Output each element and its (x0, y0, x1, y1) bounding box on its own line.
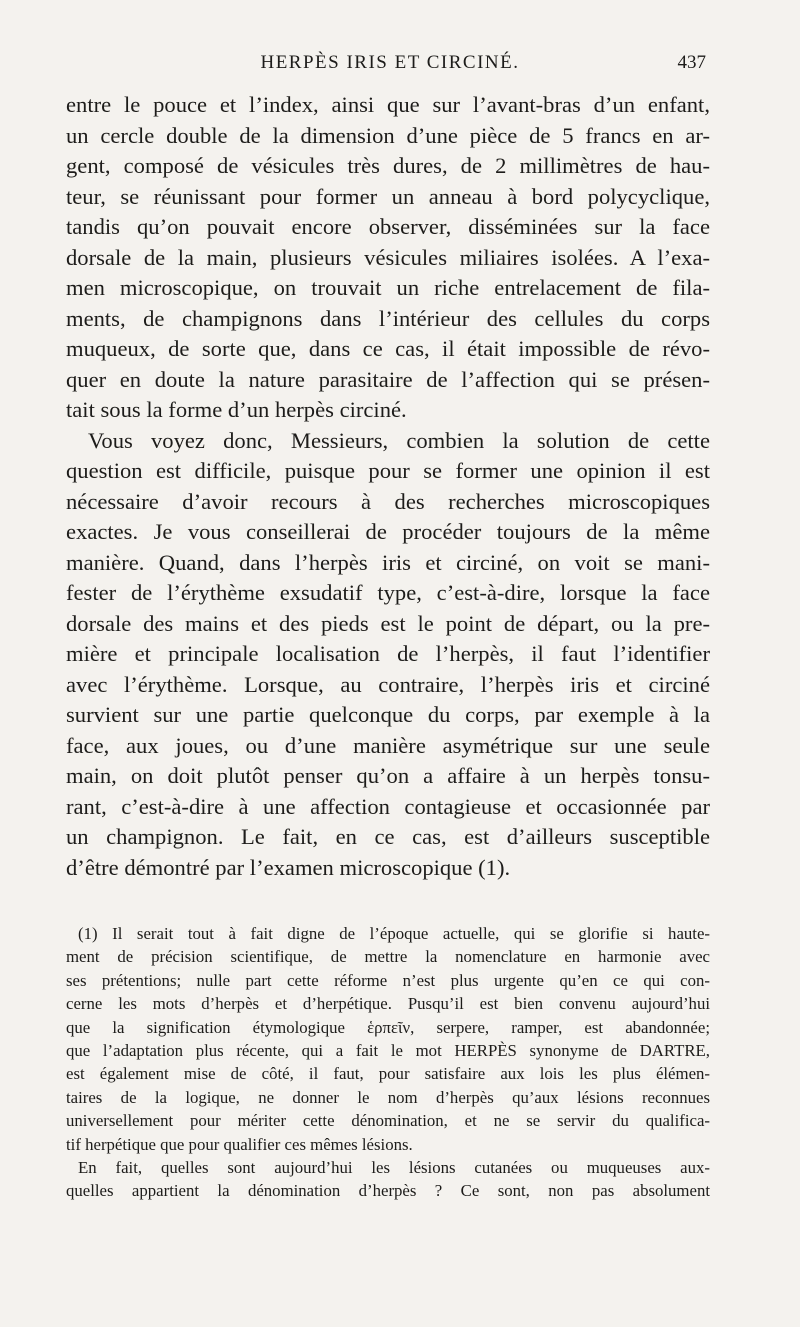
text-line: face, aux joues, ou d’une manière asymétrique sur une seule (66, 732, 710, 758)
text-line: teur, se réunissant pour former un anneau à bord polycyclique, (66, 183, 710, 209)
footnote-line: universellement pour mériter cette dénomination, et ne se servir du qualifica- (66, 1111, 710, 1131)
footnote-line: est également mise de côté, il faut, pour satisfaire aux lois les plus élémen- (66, 1064, 710, 1084)
text-line: d’être démontré par l’examen microscopique (1). (66, 854, 511, 880)
footnote-line: En fait, quelles sont aujourd’hui les lésions cutanées ou muqueuses aux- (78, 1158, 710, 1178)
text-line: mière et principale localisation de l’herpès, il faut l’identifier (66, 641, 710, 666)
footnote-line: (1) Il serait tout à fait digne de l’époque actuelle, qui se glorifie si haute- (78, 924, 710, 943)
text-line: exactes. Je vous conseillerai de procéder toujours de la même (66, 519, 710, 544)
text-line: fester de l’érythème exsudatif type, c’est-à-dire, lorsque la face (66, 580, 710, 605)
text-line: tait sous la forme d’un herpès circiné. (66, 397, 407, 422)
paragraph-2 (66, 426, 710, 884)
text-line: un cercle double de la dimension d’une pièce de 5 francs en ar- (66, 122, 710, 148)
text-line: men microscopique, on trouvait un riche entrelacement de fila- (66, 275, 710, 300)
text-line: muqueux, de sorte que, dans ce cas, il était impossible de révo- (66, 336, 710, 361)
footnote-1 (66, 922, 710, 1156)
text-line: ments, de champignons dans l’intérieur des cellules du corps (66, 305, 710, 331)
text-line: dorsale des mains et des pieds est le point de départ, ou la pre- (66, 610, 710, 636)
body-text (66, 90, 710, 883)
text-line: survient sur une partie quelconque du corps, par exemple à la (66, 702, 710, 727)
footnote-line: ment de précision scientifique, de mettre la nomenclature en harmonie avec (66, 947, 710, 967)
text-line: dorsale de la main, plusieurs vésicules miliaires isolées. A l’exa- (66, 244, 710, 270)
footnotes (66, 922, 710, 1203)
footnote-line: ses prétentions; nulle part cette réforme n’est plus urgente qu’en ce qui con- (66, 970, 710, 990)
text-line: Vous voyez donc, Messieurs, combien la solution de cette (88, 427, 710, 453)
running-title: HERPÈS IRIS ET CIRCINÉ. (260, 52, 520, 73)
text-line: quer en doute la nature parasitaire de l’affection qui se présen- (66, 366, 710, 392)
text-line: nécessaire d’avoir recours à des recherches microscopiques (66, 488, 710, 514)
footnote-line: cerne les mots d’herpès et d’herpétique. Pusqu’il est bien convenu aujourd’hui (66, 994, 710, 1014)
text-line: question est difficile, puisque pour se former une opinion il est (66, 458, 710, 483)
running-head (68, 52, 712, 80)
footnote-continuation (66, 1156, 710, 1203)
text-line: un champignon. Le fait, en ce cas, est d’ailleurs susceptible (66, 824, 710, 849)
footnote-line: tif herpétique que pour qualifier ces mêmes lésions. (66, 1134, 413, 1154)
text-line: rant, c’est-à-dire à une affection contagieuse et occasionnée par (66, 793, 710, 819)
footnote-line: taires de la logique, ne donner le nom d’herpès qu’aux lésions reconnues (66, 1087, 710, 1107)
footnote-line: que la signification étymologique ἑρπεῖν, serpere, ramper, est abandonnée; (66, 1017, 710, 1037)
text-line: tandis qu’on pouvait encore observer, disséminées sur la face (66, 214, 710, 239)
text-line: entre le pouce et l’index, ainsi que sur l’avant-bras d’un enfant, (66, 92, 710, 117)
text-line: avec l’érythème. Lorsque, au contraire, l’herpès iris et circiné (66, 671, 710, 697)
footnote-line: que l’adaptation plus récente, qui a fait le mot HERPÈS synonyme de DARTRE, (66, 1041, 710, 1061)
text-line: main, on doit plutôt penser qu’on a affaire à un herpès tonsu- (66, 763, 710, 788)
text-line: manière. Quand, dans l’herpès iris et circiné, on voit se mani- (66, 549, 710, 575)
footnote-line: quelles appartient la dénomination d’herpès ? Ce sont, non pas absolument (66, 1181, 710, 1201)
page-number: 437 (677, 52, 706, 73)
paragraph-1 (66, 90, 710, 426)
text-line: gent, composé de vésicules très dures, de 2 millimètres de hau- (66, 153, 710, 178)
